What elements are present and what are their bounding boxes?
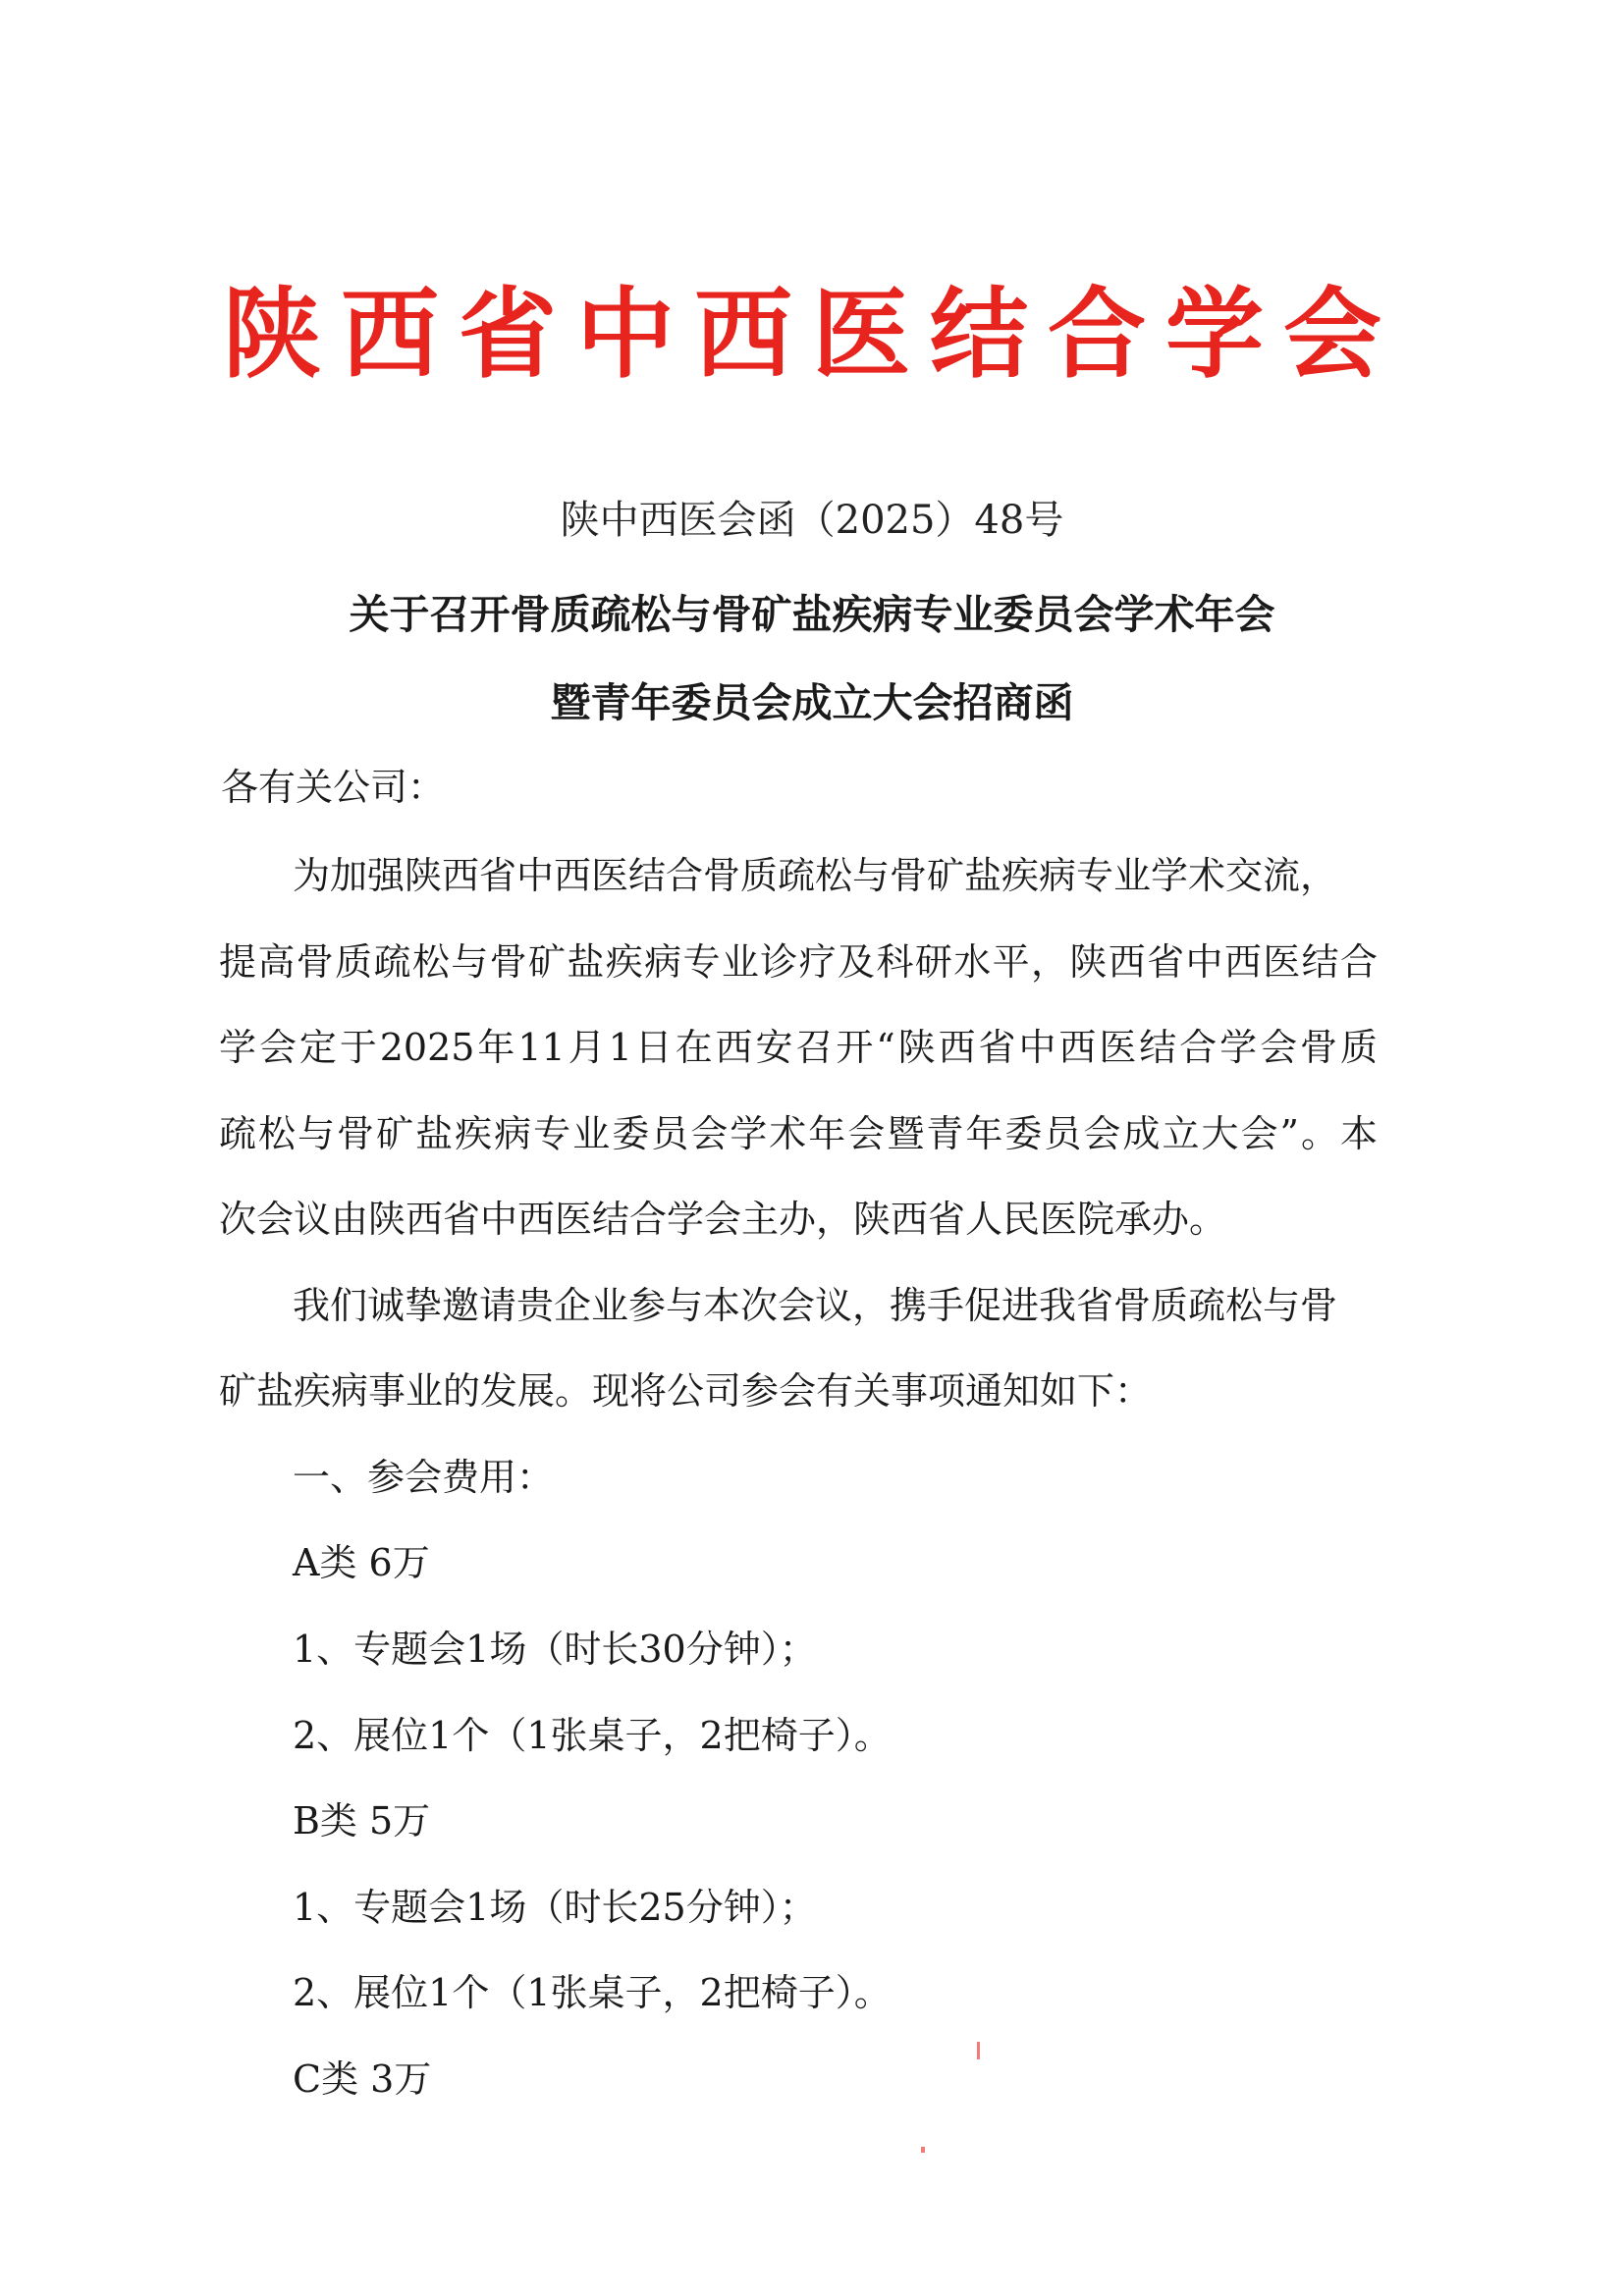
section-heading-fees: 一、参会费用：: [293, 1456, 555, 1499]
package-a-item-1: 1、专题会1场（时长30分钟）；: [293, 1628, 817, 1671]
salutation: 各有关公司：: [221, 766, 446, 809]
paragraph-2-line-1: 我们诚挚邀请贵企业参与本次会议，携手促进我省骨质疏松与骨: [293, 1284, 1338, 1327]
package-a-name: A类 6万: [293, 1541, 430, 1584]
scan-speck: [921, 2147, 925, 2153]
scan-speck: [977, 2042, 980, 2059]
paragraph-1-line-4: 疏松与骨矿盐疾病专业委员会学术年会暨青年委员会成立大会”。本: [219, 1112, 1378, 1155]
document-title-line-2: 暨青年委员会成立大会招商函: [550, 679, 1074, 726]
paragraph-1-line-2: 提高骨质疏松与骨矿盐疾病专业诊疗及科研水平，陕西省中西医结合: [219, 940, 1378, 984]
paragraph-1-line-3: 学会定于2025年11月1日在西安召开“陕西省中西医结合学会骨质: [219, 1026, 1378, 1069]
package-b-name: B类 5万: [293, 1799, 431, 1842]
paragraph-1-line-5: 次会议由陕西省中西医结合学会主办，陕西省人民医院承办。: [219, 1198, 1227, 1241]
document-title-line-1: 关于召开骨质疏松与骨矿盐疾病专业委员会学术年会: [349, 591, 1275, 638]
package-c-name: C类 3万: [293, 2057, 432, 2101]
package-b-item-1: 1、专题会1场（时长25分钟）；: [293, 1886, 817, 1929]
paragraph-1-line-1: 为加强陕西省中西医结合骨质疏松与骨矿盐疾病专业学术交流，: [293, 854, 1338, 897]
organization-letterhead: 陕西省中西医结合学会: [223, 276, 1401, 392]
package-b-item-2: 2、展位1个（1张桌子，2把椅子）。: [293, 1971, 892, 2014]
package-a-item-2: 2、展位1个（1张桌子，2把椅子）。: [293, 1714, 892, 1757]
document-number: 陕中西医会函（2025）48号: [560, 498, 1064, 543]
paragraph-2-line-2: 矿盐疾病事业的发展。现将公司参会有关事项通知如下：: [219, 1369, 1153, 1413]
